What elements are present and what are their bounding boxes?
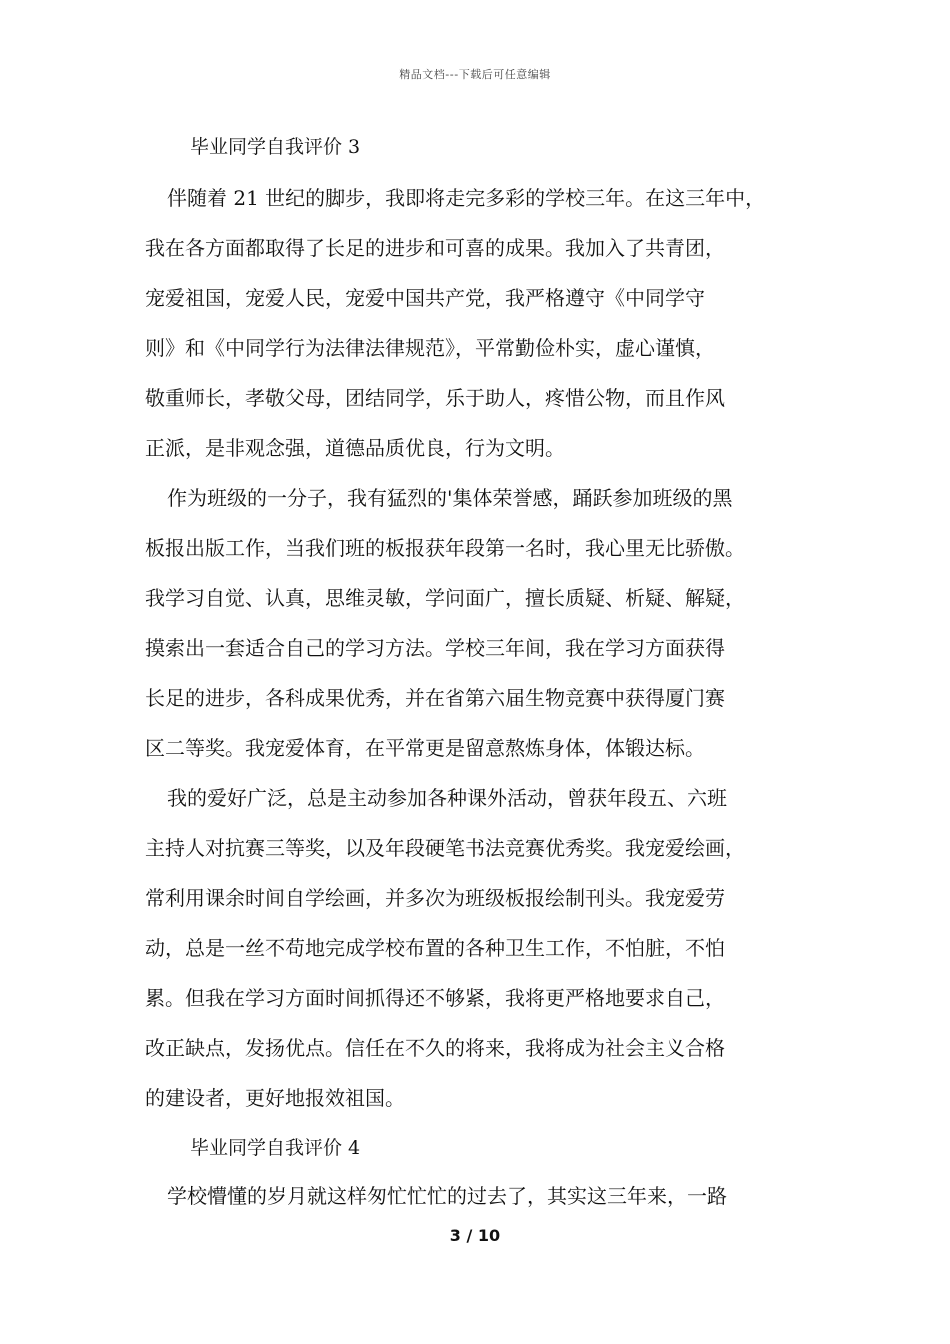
paragraph-line: 我学习自觉、认真，思维灵敏，学问面广，擅长质疑、析疑、解疑，: [145, 586, 745, 610]
paragraph-line: 摸索出一套适合自己的学习方法。学校三年间，我在学习方面获得: [145, 636, 725, 660]
paragraph-line: 动，总是一丝不苟地完成学校布置的各种卫生工作，不怕脏，不怕: [145, 936, 725, 960]
paragraph-line: 伴随着 21 世纪的脚步，我即将走完多彩的学校三年。在这三年中，: [167, 186, 766, 210]
paragraph-line: 区二等奖。我宠爱体育，在平常更是留意熬炼身体，体锻达标。: [145, 736, 705, 760]
paragraph-line: 改正缺点，发扬优点。信任在不久的将来，我将成为社会主义合格: [145, 1036, 725, 1060]
paragraph-line: 主持人对抗赛三等奖，以及年段硬笔书法竞赛优秀奖。我宠爱绘画，: [145, 836, 745, 860]
paragraph-line: 学校懵懂的岁月就这样匆忙忙忙的过去了，其实这三年来，一路: [167, 1184, 727, 1208]
section-title: 毕业同学自我评价 4: [190, 1137, 361, 1159]
paragraph-line: 的建设者，更好地报效祖国。: [145, 1086, 405, 1110]
paragraph-line: 我的爱好广泛，总是主动参加各种课外活动，曾获年段五、六班: [167, 786, 727, 810]
paragraph-line: 宠爱祖国，宠爱人民，宠爱中国共产党，我严格遵守《中同学守: [145, 286, 705, 310]
paragraph-line: 累。但我在学习方面时间抓得还不够紧，我将更严格地要求自己，: [145, 986, 725, 1010]
paragraph-line: 作为班级的一分子，我有猛烈的'集体荣誉感，踊跃参加班级的黑: [167, 486, 733, 510]
section-title: 毕业同学自我评价 3: [190, 136, 361, 158]
document-header: 精品文档---下载后可任意编辑: [399, 68, 551, 81]
paragraph-line: 敬重师长，孝敬父母，团结同学，乐于助人，疼惜公物，而且作风: [145, 386, 725, 410]
paragraph-line: 常利用课余时间自学绘画，并多次为班级板报绘制刊头。我宠爱劳: [145, 886, 725, 910]
paragraph-line: 我在各方面都取得了长足的进步和可喜的成果。我加入了共青团，: [145, 236, 725, 260]
paragraph-line: 则》和《中同学行为法律法律规范》，平常勤俭朴实，虚心谨慎，: [145, 336, 715, 360]
page-number: 3 / 10: [449, 1226, 501, 1245]
paragraph-line: 正派，是非观念强，道德品质优良，行为文明。: [145, 436, 565, 460]
paragraph-line: 板报出版工作，当我们班的板报获年段第一名时，我心里无比骄傲。: [145, 536, 745, 560]
paragraph-line: 长足的进步，各科成果优秀，并在省第六届生物竞赛中获得厦门赛: [145, 686, 725, 710]
